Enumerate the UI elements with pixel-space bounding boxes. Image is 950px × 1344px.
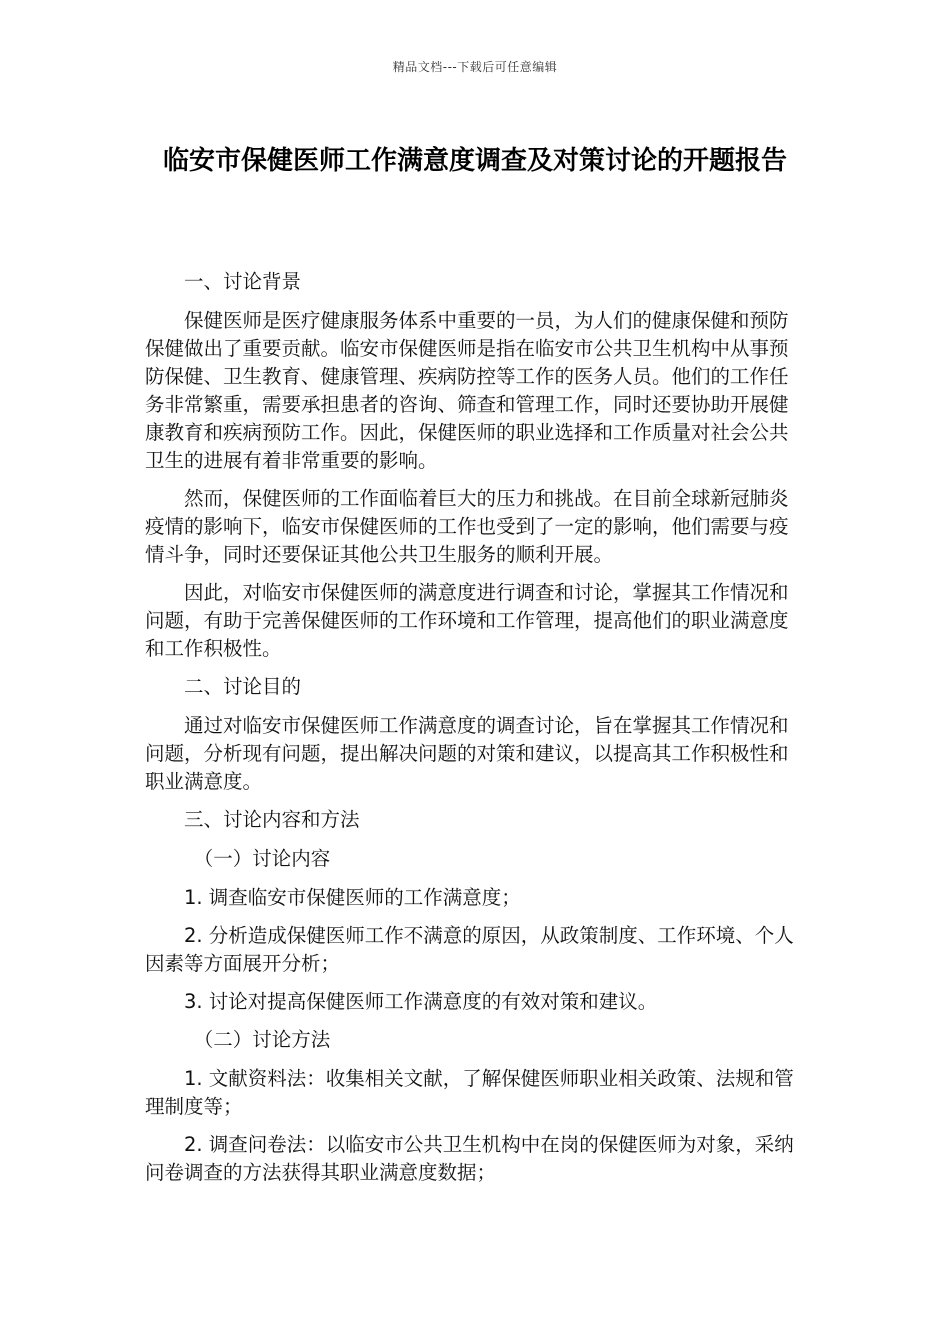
list-item: 1. 调查临安市保健医师的工作满意度； — [184, 886, 521, 909]
subsection-heading-method: （二）讨论方法 — [193, 1028, 331, 1051]
list-item: 1. 文献资料法：收集相关文献，了解保健医师职业相关政策、法规和管理制度等； — [145, 1067, 794, 1118]
paragraph: 通过对临安市保健医师工作满意度的调查讨论，旨在掌握其工作情况和问题，分析现有问题，提出解决问题的对策和建议，以提高其工作积极性和职业满意度。 — [145, 714, 789, 793]
header-note: 精品文档---下载后可任意编辑 — [392, 60, 558, 74]
list-item: 2. 分析造成保健医师工作不满意的原因，从政策制度、工作环境、个人因素等方面展开分析； — [145, 924, 794, 975]
document-title: 临安市保健医师工作满意度调查及对策讨论的开题报告 — [162, 146, 787, 176]
paragraph: 因此，对临安市保健医师的满意度进行调查和讨论，掌握其工作情况和问题，有助于完善保健医师的工作环境和工作管理，提高他们的职业满意度和工作积极性。 — [145, 581, 789, 660]
list-item: 3. 讨论对提高保健医师工作满意度的有效对策和建议。 — [184, 990, 658, 1013]
section-heading-content-method: 三、讨论内容和方法 — [184, 808, 360, 831]
section-heading-purpose: 二、讨论目的 — [184, 675, 302, 698]
subsection-heading-content: （一）讨论内容 — [193, 847, 331, 870]
section-heading-background: 一、讨论背景 — [184, 270, 302, 293]
document-body — [145, 268, 805, 1197]
paragraph: 保健医师是医疗健康服务体系中重要的一员，为人们的健康保健和预防保健做出了重要贡献。临安市保健医师是指在临安市公共卫生机构中从事预防保健、卫生教育、健康管理、疾病防控等工作的医务人员。他们的工作任务非常繁重，需要承担患者的咨询、筛查和管理工作，同时还要协助开展健康教育和疾病预防工作。因此，保健医师的职业选择和工作质量对社会公共卫生的进展有着非常重要的影响。 — [145, 309, 789, 472]
paragraph: 然而，保健医师的工作面临着巨大的压力和挑战。在目前全球新冠肺炎疫情的影响下，临安市保健医师的工作也受到了一定的影响，他们需要与疫情斗争，同时还要保证其他公共卫生服务的顺利开展。 — [145, 487, 789, 566]
list-item: 2. 调查问卷法：以临安市公共卫生机构中在岗的保健医师为对象，采纳问卷调查的方法获得其职业满意度数据； — [145, 1133, 794, 1184]
